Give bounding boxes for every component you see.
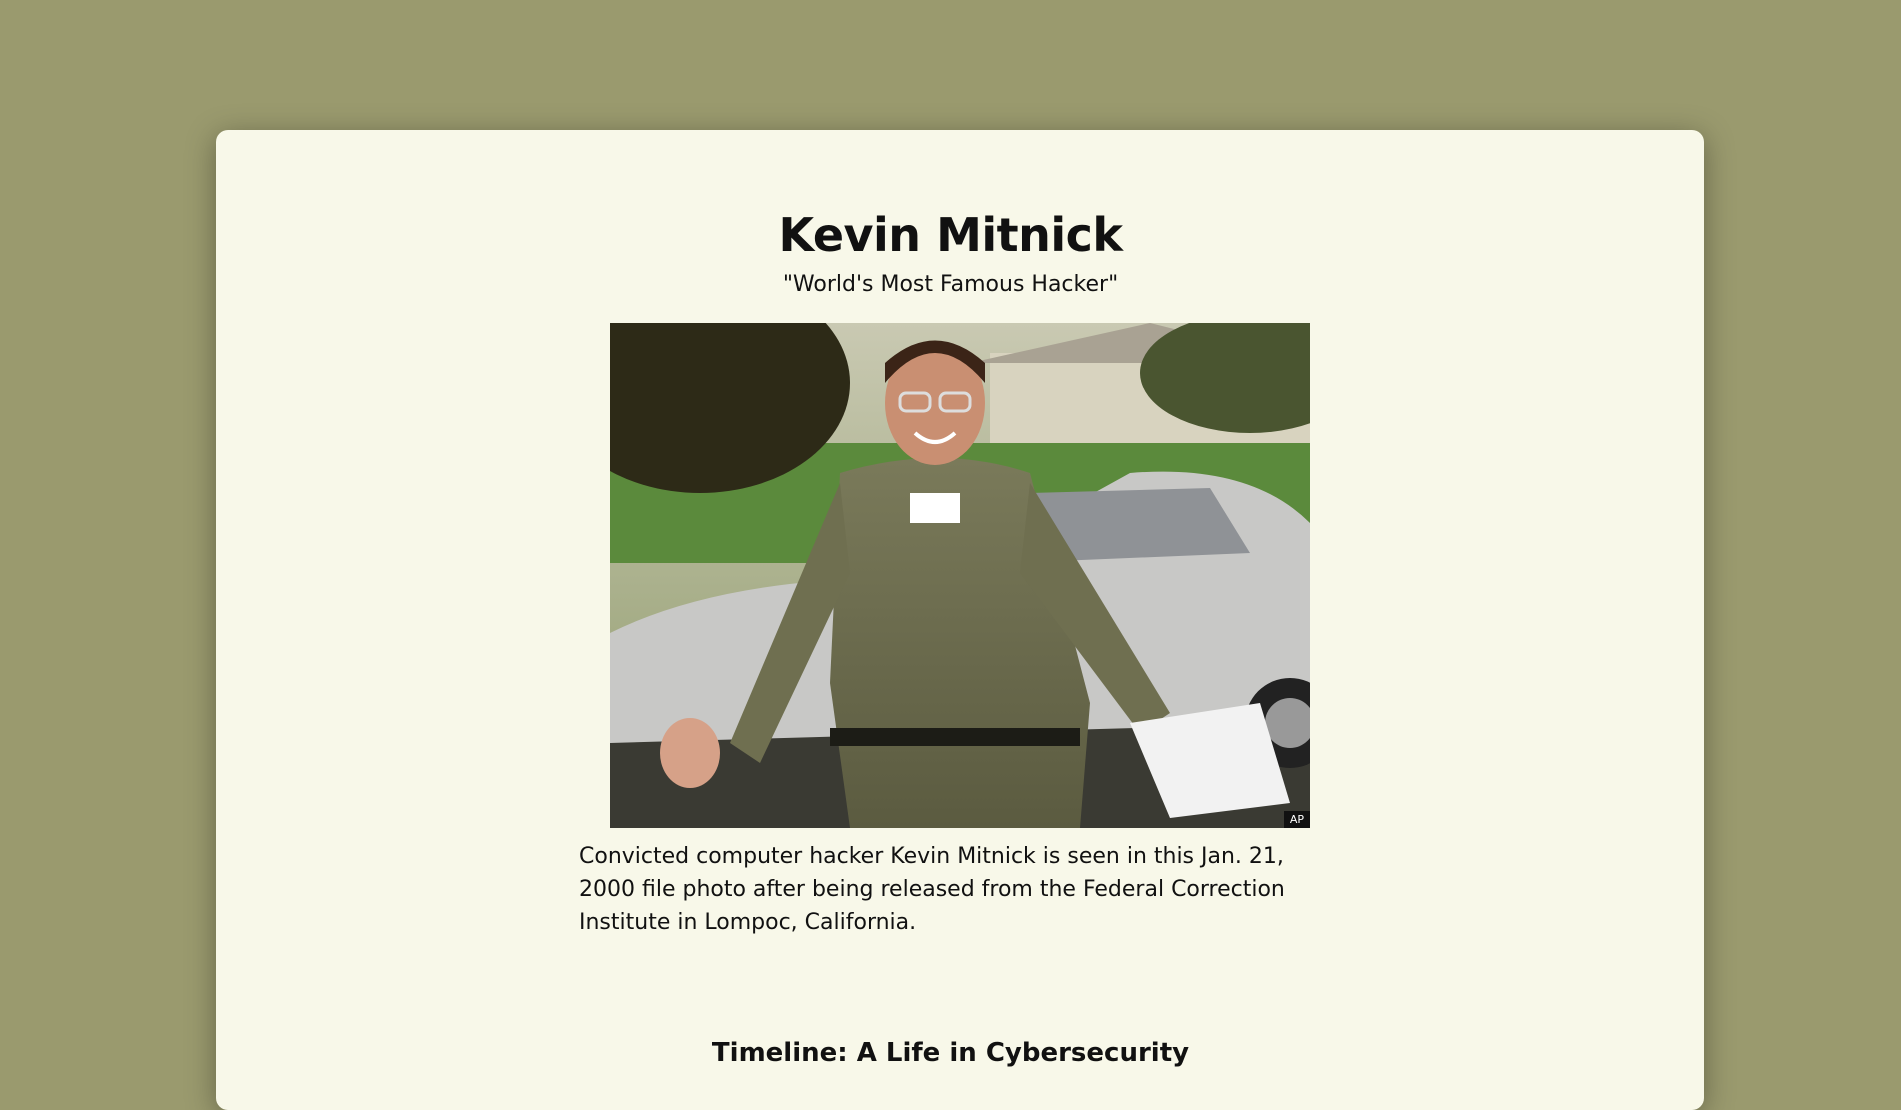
profile-photo	[610, 323, 1310, 828]
photo-credit: AP	[1284, 811, 1310, 828]
photo-illustration	[610, 323, 1310, 828]
page-title: Kevin Mitnick	[778, 208, 1123, 262]
page-subtitle: "World's Most Famous Hacker"	[782, 272, 1119, 297]
photo-caption: Convicted computer hacker Kevin Mitnick is seen in this Jan. 21, 2000 file photo after being released from the Federal Correction Institute in Lompoc, California.	[579, 844, 1285, 935]
timeline-heading: Timeline: A Life in Cybersecurity	[711, 1038, 1190, 1068]
